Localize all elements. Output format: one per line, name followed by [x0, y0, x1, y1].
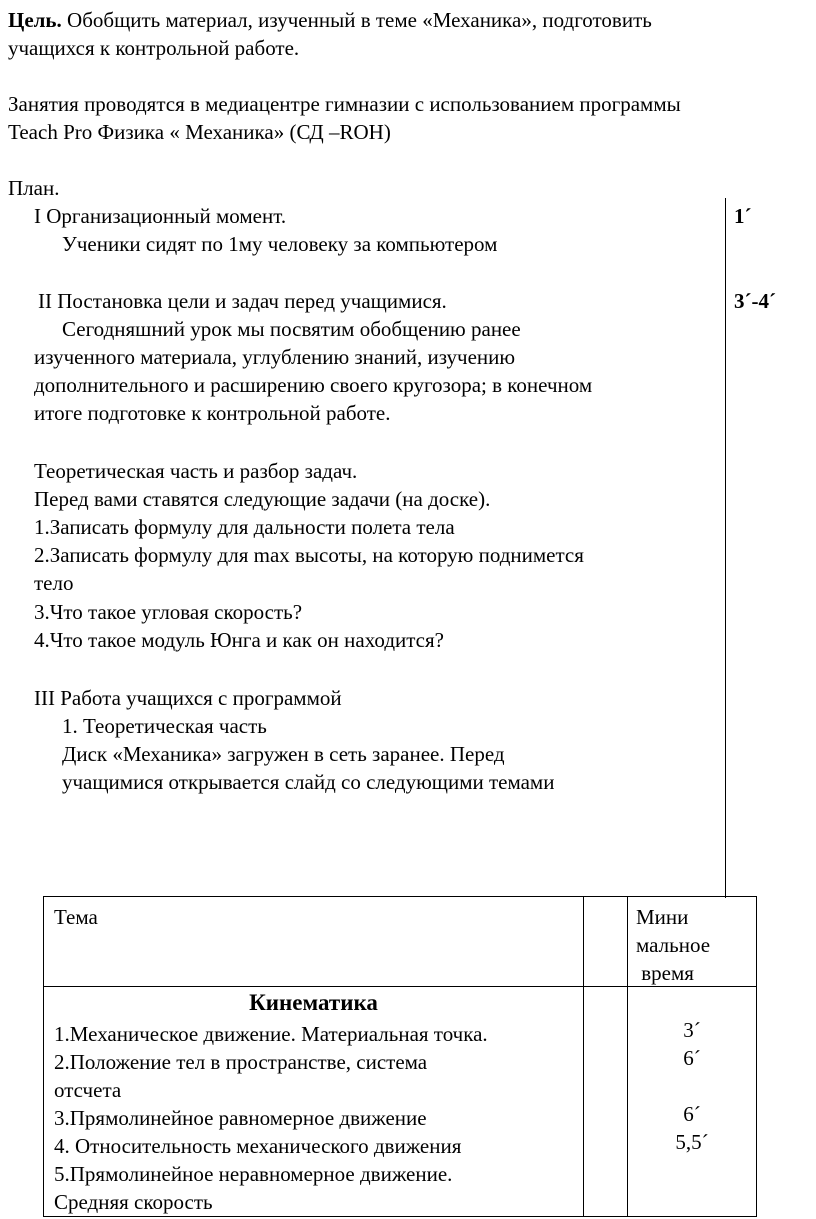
section-2-heading: II Постановка цели и задач перед учащимися.: [38, 289, 447, 313]
time-column-divider: [725, 198, 726, 898]
theory-line: Теоретическая часть и разбор задач.: [34, 459, 358, 483]
section-1-text: Ученики сидят по 1му человеку за компьютером: [62, 232, 498, 256]
section-2-line: изученного материала, углублению знаний, изучению: [34, 345, 516, 369]
table-border-mid1: [583, 896, 584, 1217]
goal-label: Цель.: [8, 8, 62, 32]
table-border-top: [43, 896, 757, 897]
theory-line: 4.Что такое модуль Юнга и как он находится?: [34, 628, 444, 652]
table-row: 5.Прямолинейное неравномерное движение.: [54, 1162, 453, 1186]
table-border-left: [43, 896, 44, 1217]
section-1-time: 1´: [734, 204, 752, 228]
table-time: 6´: [683, 1102, 701, 1126]
plan-title: План.: [8, 176, 60, 200]
section-2-line: Сегодняшний урок мы посвятим обобщению ранее: [62, 317, 521, 341]
theory-line: 2.Записать формулу для max высоты, на которую поднимется: [34, 543, 584, 567]
section-2-time: 3´-4´: [734, 289, 776, 313]
section-3-item: 1. Теоретическая часть: [62, 714, 267, 738]
table-header-time: Мини мальное время: [636, 905, 711, 985]
table-row: отсчета: [54, 1078, 122, 1102]
table-row: 1.Механическое движение. Материальная точка.: [54, 1022, 488, 1046]
section-3-line: Диск «Механика» загружен в сеть заранее. Перед: [62, 742, 505, 766]
table-section-title: Кинематика: [249, 990, 378, 1015]
table-border-right: [756, 896, 757, 1217]
section-2-line: дополнительного и расширению своего кругозора; в конечном: [34, 373, 593, 397]
table-row: 3.Прямолинейное равномерное движение: [54, 1106, 427, 1130]
table-row: 4. Относительность механического движения: [54, 1134, 462, 1158]
section-3-heading: III Работа учащихся с программой: [34, 686, 342, 710]
table-time: 6´: [683, 1046, 701, 1070]
section-3-line: учащимися открывается слайд со следующими темами: [62, 770, 555, 794]
classes-line-2: Teach Pro Физика « Механика» (СД –ROH): [8, 120, 391, 144]
classes-line-1: Занятия проводятся в медиацентре гимназии с использованием программы: [8, 92, 681, 116]
goal-text: Обобщить материал, изученный в теме «Механика», подготовить: [61, 8, 652, 32]
table-header-topic: Тема: [54, 905, 98, 929]
section-2-line: итоге подготовке к контрольной работе.: [34, 401, 391, 425]
table-border-bottom: [43, 1216, 757, 1217]
section-1-heading: I Организационный момент.: [34, 204, 287, 228]
theory-line: тело: [34, 571, 74, 595]
goal-line-2: учащихся к контрольной работе.: [8, 36, 300, 60]
goal-line-1: [8, 6, 652, 34]
theory-line: Перед вами ставятся следующие задачи (на доске).: [34, 487, 491, 511]
table-time: 5,5´: [675, 1130, 709, 1154]
table-time: 3´: [683, 1018, 701, 1042]
theory-line: 1.Записать формулу для дальности полета тела: [34, 515, 455, 539]
table-row: 2.Положение тел в пространстве, система: [54, 1050, 428, 1074]
theory-line: 3.Что такое угловая скорость?: [34, 600, 303, 624]
table-row: Средняя скорость: [54, 1190, 213, 1214]
